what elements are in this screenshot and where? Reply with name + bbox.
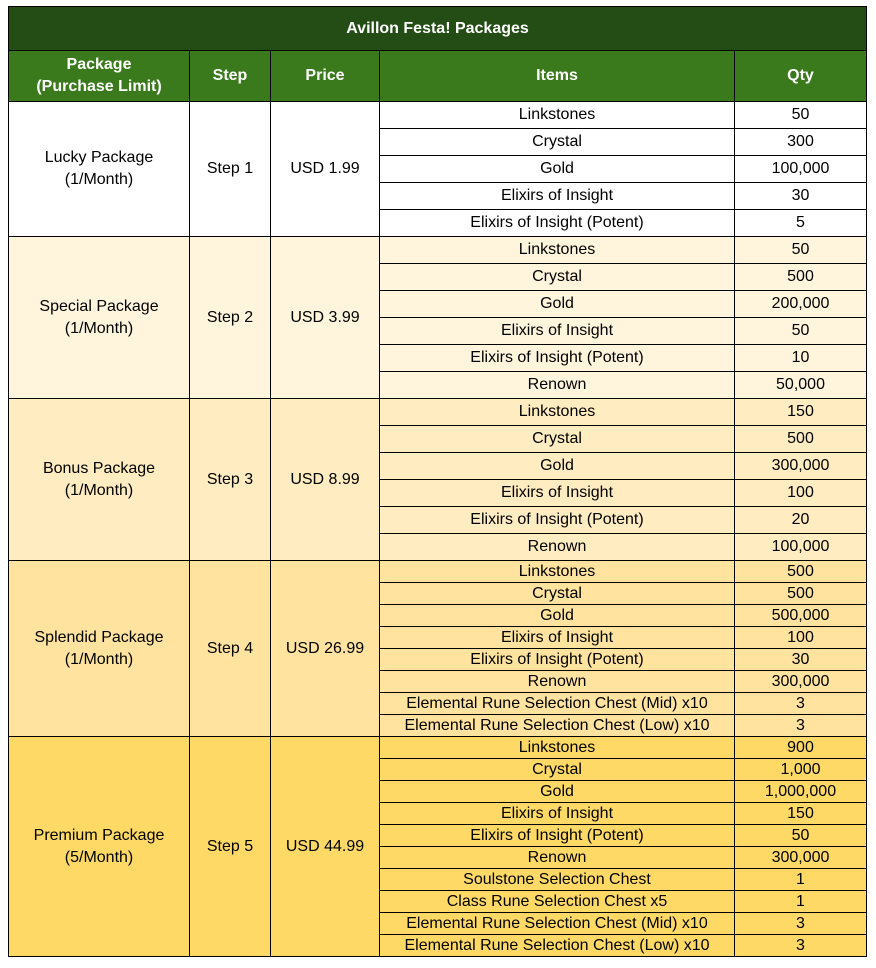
step-header: Step xyxy=(190,51,271,102)
qty-cell: 1 xyxy=(735,869,867,891)
item-cell: Elixirs of Insight (Potent) xyxy=(380,825,735,847)
item-cell: Gold xyxy=(380,605,735,627)
item-cell: Linkstones xyxy=(380,237,735,264)
item-cell: Linkstones xyxy=(380,737,735,759)
qty-cell: 300 xyxy=(735,129,867,156)
price-cell: USD 26.99 xyxy=(271,561,380,737)
price-cell: USD 8.99 xyxy=(271,399,380,561)
item-cell: Elemental Rune Selection Chest (Low) x10 xyxy=(380,935,735,957)
item-cell: Linkstones xyxy=(380,561,735,583)
item-cell: Gold xyxy=(380,781,735,803)
table-row xyxy=(9,561,867,583)
qty-cell: 200,000 xyxy=(735,291,867,318)
step-cell: Step 4 xyxy=(190,561,271,737)
qty-cell: 50 xyxy=(735,318,867,345)
qty-cell: 5 xyxy=(735,210,867,237)
item-cell: Renown xyxy=(380,372,735,399)
qty-cell: 1,000,000 xyxy=(735,781,867,803)
qty-cell: 500 xyxy=(735,561,867,583)
item-cell: Elixirs of Insight xyxy=(380,627,735,649)
step-cell: Step 5 xyxy=(190,737,271,957)
step-cell: Step 2 xyxy=(190,237,271,399)
qty-header: Qty xyxy=(735,51,867,102)
table-row xyxy=(9,237,867,264)
price-header: Price xyxy=(271,51,380,102)
qty-cell: 3 xyxy=(735,693,867,715)
item-cell: Elemental Rune Selection Chest (Low) x10 xyxy=(380,715,735,737)
qty-cell: 50 xyxy=(735,102,867,129)
qty-cell: 100 xyxy=(735,627,867,649)
price-cell: USD 1.99 xyxy=(271,102,380,237)
qty-cell: 500 xyxy=(735,583,867,605)
item-cell: Elixirs of Insight xyxy=(380,803,735,825)
item-cell: Gold xyxy=(380,453,735,480)
qty-cell: 150 xyxy=(735,399,867,426)
qty-cell: 20 xyxy=(735,507,867,534)
item-cell: Gold xyxy=(380,156,735,183)
table-row xyxy=(9,399,867,426)
purchase-limit: (1/Month) xyxy=(64,319,134,337)
qty-cell: 300,000 xyxy=(735,847,867,869)
item-cell: Elixirs of Insight (Potent) xyxy=(380,649,735,671)
package-name: Bonus Package xyxy=(42,459,156,477)
item-cell: Elemental Rune Selection Chest (Mid) x10 xyxy=(380,913,735,935)
item-cell: Renown xyxy=(380,671,735,693)
package-name-cell xyxy=(9,399,190,561)
item-cell: Gold xyxy=(380,291,735,318)
item-cell: Crystal xyxy=(380,583,735,605)
qty-cell: 900 xyxy=(735,737,867,759)
price-cell: USD 44.99 xyxy=(271,737,380,957)
header-row xyxy=(9,51,867,102)
qty-cell: 50,000 xyxy=(735,372,867,399)
table-row xyxy=(9,737,867,759)
table-title: Avillon Festa! Packages xyxy=(9,7,867,51)
qty-cell: 100,000 xyxy=(735,156,867,183)
item-cell: Crystal xyxy=(380,129,735,156)
qty-cell: 150 xyxy=(735,803,867,825)
item-cell: Crystal xyxy=(380,759,735,781)
item-cell: Elixirs of Insight xyxy=(380,183,735,210)
qty-cell: 300,000 xyxy=(735,671,867,693)
qty-cell: 3 xyxy=(735,935,867,957)
package-name-cell xyxy=(9,561,190,737)
item-cell: Renown xyxy=(380,847,735,869)
qty-cell: 50 xyxy=(735,825,867,847)
package-name-cell xyxy=(9,737,190,957)
package-header-label: Package xyxy=(66,56,132,73)
step-cell: Step 1 xyxy=(190,102,271,237)
qty-cell: 30 xyxy=(735,183,867,210)
package-name: Premium Package xyxy=(33,826,165,844)
qty-cell: 30 xyxy=(735,649,867,671)
qty-cell: 50 xyxy=(735,237,867,264)
qty-cell: 100 xyxy=(735,480,867,507)
item-cell: Elemental Rune Selection Chest (Mid) x10 xyxy=(380,693,735,715)
qty-cell: 1,000 xyxy=(735,759,867,781)
item-cell: Elixirs of Insight xyxy=(380,318,735,345)
item-cell: Elixirs of Insight xyxy=(380,480,735,507)
package-name: Lucky Package xyxy=(44,149,154,166)
qty-cell: 500 xyxy=(735,264,867,291)
purchase-limit: (1/Month) xyxy=(64,481,134,499)
package-header xyxy=(9,51,190,102)
item-cell: Class Rune Selection Chest x5 xyxy=(380,891,735,913)
package-name-cell xyxy=(9,237,190,399)
items-header: Items xyxy=(380,51,735,102)
purchase-limit-header-label: (Purchase Limit) xyxy=(36,78,162,95)
qty-cell: 3 xyxy=(735,913,867,935)
qty-cell: 300,000 xyxy=(735,453,867,480)
item-cell: Elixirs of Insight (Potent) xyxy=(380,507,735,534)
qty-cell: 3 xyxy=(735,715,867,737)
item-cell: Linkstones xyxy=(380,399,735,426)
table-row xyxy=(9,102,867,129)
purchase-limit: (5/Month) xyxy=(64,848,134,866)
package-name: Special Package xyxy=(39,297,159,315)
item-cell: Soulstone Selection Chest xyxy=(380,869,735,891)
item-cell: Elixirs of Insight (Potent) xyxy=(380,345,735,372)
package-name: Splendid Package xyxy=(34,628,164,646)
item-cell: Crystal xyxy=(380,264,735,291)
package-name-cell xyxy=(9,102,190,237)
packages-table xyxy=(8,6,867,957)
item-cell: Crystal xyxy=(380,426,735,453)
price-cell: USD 3.99 xyxy=(271,237,380,399)
table-body xyxy=(9,102,867,957)
purchase-limit: (1/Month) xyxy=(64,650,134,668)
step-cell: Step 3 xyxy=(190,399,271,561)
item-cell: Linkstones xyxy=(380,102,735,129)
purchase-limit: (1/Month) xyxy=(64,171,134,188)
item-cell: Elixirs of Insight (Potent) xyxy=(380,210,735,237)
qty-cell: 500,000 xyxy=(735,605,867,627)
qty-cell: 10 xyxy=(735,345,867,372)
qty-cell: 100,000 xyxy=(735,534,867,561)
item-cell: Renown xyxy=(380,534,735,561)
qty-cell: 500 xyxy=(735,426,867,453)
qty-cell: 1 xyxy=(735,891,867,913)
